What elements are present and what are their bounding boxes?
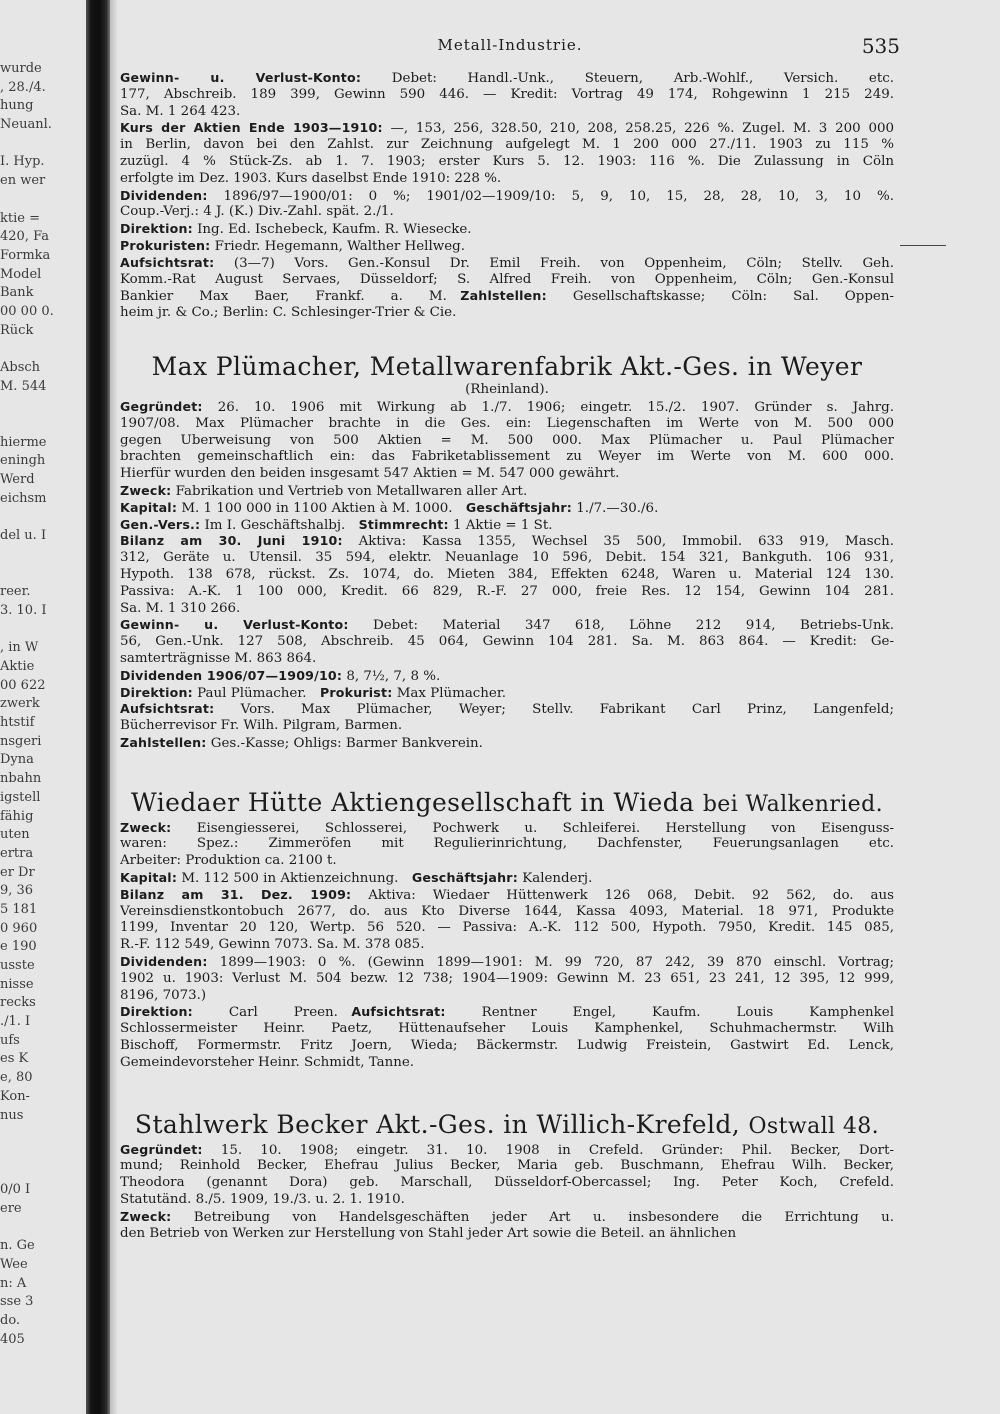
running-title: Metall-Industrie. [437,36,583,54]
field-text: (3—7) Vors. Gen.-Konsul Dr. Emil Freih. von Oppenheim, Cöln; Stellv. Geh. [214,255,894,271]
company-heading-pluemacher: Max Plümacher, Metallwarenfabrik Akt.-Ges. in Weyer [151,351,863,381]
field-text: 312, Geräte u. Utensil. 35 594, elektr. Neuanlage 10 596, Debit. 154 321, Bankguth. 106 931, [120,550,894,566]
margin-fragment: 3. 10. I [0,602,47,618]
margin-fragment: Rück [0,322,34,338]
text-line [120,517,894,534]
field-label: Direktion: [120,1004,193,1020]
field-text: Aktiva: Wiedaer Hüttenwerk 126 068, Debit. 92 562, do. aus [351,887,894,903]
margin-fragment [0,191,88,210]
margin-fragment: 0/0 I [0,1182,31,1198]
field-text: Rentner Engel, Kaufm. Louis Kamphenkel [445,1005,894,1021]
text-line [120,1226,894,1243]
margin-fragment [0,565,88,584]
field-label: Zahlstellen: [120,734,207,750]
text-line [120,870,894,887]
text-line [120,1209,894,1226]
field-label: Direktion: [120,221,193,237]
field-text: heim jr. & Co.; Berlin: C. Schlesinger-Trier & Cie. [120,305,457,321]
field-text: Hypoth. 138 678, rückst. Zs. 1074, do. Mieten 384, Effekten 6248, Waren u. Material 124 130. [120,566,894,582]
text-line [120,1038,894,1055]
margin-fragment: eningh [0,453,46,469]
field-text: Komm.-Rat August Servaes, Düsseldorf; S. Alfred Freih. von Oppenheim, Cöln; Gen.-Konsul [120,271,894,287]
field-text: mund; Reinhold Becker, Ehefrau Julius Becker, Maria geb. Buschmann, Ehefrau Wilh. Becker, [120,1158,894,1174]
margin-fragment: 00 622 [0,677,46,693]
text-line [120,154,894,171]
margin-fragment: 0 960 [0,920,38,936]
margin-fragment: n. Ge [0,1238,35,1254]
margin-fragment: ./1. I [0,1014,31,1030]
margin-fragment: ktie = [0,210,40,226]
field-text: waren: Spez.: Zimmeröfen mit Regulierinrichtung, Dachfenster, Feuerungsanlagen etc. [120,836,894,852]
margin-fragment: sse 3 [0,1294,34,1310]
text-line [120,137,894,154]
field-text: Passiva: A.-K. 1 100 000, Kredit. 66 829, R.-F. 27 000, freie Res. 12 154, Gewinn 104 281. [120,583,894,599]
margin-fragment: , 28./4. [0,79,46,95]
text-line [120,601,894,618]
margin-fragment: fähig [0,808,34,824]
text-line [120,634,894,651]
margin-fragment: es K [0,1051,29,1067]
text-line [120,70,894,87]
text-line [120,685,894,702]
field-label: Geschäftsjahr: [411,870,518,886]
field-text: M. 1 100 000 in 1100 Aktien à M. 1000. [177,500,453,516]
field-label: Gewinn- u. Verlust-Konto: [120,70,362,85]
field-text: Ges.-Kasse; Ohligs: Barmer Bankverein. [206,735,483,751]
entry-becker [120,1142,894,1243]
field-text: Theodora (genannt Dora) geb. Marschall, Düsseldorf-Obercassel; Ing. Peter Koch, Crefeld. [120,1175,894,1191]
field-text: M. 112 500 in Aktienzeichnung. [177,871,399,887]
margin-fragment: 9, 36 [0,883,34,899]
field-text: samterträgnisse M. 863 864. [120,650,317,666]
field-text: Bischoff, Formermstr. Fritz Joern, Wieda; Bäckermstr. Ludwig Freistein, Gastwirt Ed. Lenck, [120,1038,894,1054]
text-line [120,120,894,137]
field-text: Fabrikation und Vertrieb von Metallwaren aller Art. [171,483,528,499]
field-text: 177, Abschreib. 189 399, Gewinn 590 446. — Kredit: Vortrag 49 174, Rohgewinn 1 215 249. [120,86,894,102]
margin-fragment: n: A [0,1275,27,1291]
field-text: Sa. M. 1 264 423. [120,103,241,119]
text-line [120,988,894,1005]
margin-fragment [0,135,88,154]
margin-fragment: 00 00 0. [0,303,54,319]
text-line [120,735,894,752]
field-text: Hierfür wurden den beiden insgesamt 547 Aktien = M. 547 000 gewährt. [120,466,620,482]
field-text: R.-F. 112 549, Gewinn 7073. Sa. M. 378 085. [120,937,425,953]
margin-fragment: er Dr [0,864,35,880]
field-text: 1902 u. 1903: Verlust M. 504 bezw. 12 738; 1904—1909: Gewinn M. 23 651, 23 241, 12 395, 12 999, [120,970,894,986]
margin-fragment: ertra [0,845,34,861]
field-text: Coup.-Verj.: 4 J. (K.) Div.-Zahl. spät. 2./1. [120,204,394,220]
margin-fragment [0,1144,88,1163]
margin-fragment: Formka [0,247,51,263]
field-text: Carl Preen. [192,1005,338,1021]
text-line [120,288,894,305]
text-line [120,1021,894,1038]
field-text: Im I. Geschäftshalbj. [200,517,346,533]
text-line [120,500,894,517]
field-text: Betreibung von Handelsgeschäften jeder Art u. insbesondere die Errichtung u. [171,1209,894,1225]
text-line [120,188,894,205]
margin-fragment: Aktie [0,659,35,674]
margin-fragment: e 190 [0,939,37,955]
text-line [120,255,894,272]
field-text: Gemeindevorsteher Heinr. Schmidt, Tanne. [120,1054,415,1070]
margin-fragment: zwerk [0,696,40,712]
text-line [120,272,894,289]
margin-fragment: Wee [0,1257,28,1272]
field-label: Zahlstellen: [460,288,547,304]
margin-fragment: uten [0,827,30,843]
book-spine-shadow [86,0,110,1414]
margin-fragment [0,1163,88,1182]
field-text: Ing. Ed. Ischebeck, Kaufm. R. Wiesecke. [192,222,472,238]
field-text: Vors. Max Plümacher, Weyer; Stellv. Fabrikant Carl Prinz, Langenfeld; [214,702,894,718]
company-name: Wiedaer Hütte Aktiengesellschaft in Wieda [131,787,695,817]
field-label: Prokurist: [319,684,393,700]
margin-fragment [0,546,88,565]
field-label: Aufsichtsrat: [351,1004,446,1020]
field-label: Aufsichtsrat: [120,701,215,717]
company-heading-becker [120,1110,894,1142]
text-line [120,204,894,221]
text-line [120,617,894,634]
field-text: Aktiva: Kassa 1355, Wechsel 35 500, Immobil. 633 919, Masch. [342,534,894,550]
facing-page-margin [0,60,88,1360]
margin-fragment: htstif [0,715,35,731]
text-line [120,904,894,921]
field-label: Stimmrecht: [358,516,449,532]
text-line [120,718,894,735]
spine-edge [110,0,118,1414]
field-text: —, 153, 256, 328.50, 210, 208, 258.25, 226 %. Zugel. M. 3 200 000 [382,121,894,137]
company-heading-wiedaer [120,788,894,820]
entry-wiedaer [120,820,894,1072]
margin-fragment [0,621,88,640]
field-text: Paul Plümacher. [192,685,307,701]
margin-fragment: e, 80 [0,1070,33,1086]
field-label: Zweck: [120,1208,172,1224]
text-line [120,567,894,584]
field-label: Bilanz am 31. Dez. 1909: [120,886,352,902]
field-text: Vereinsdienstkontobuch 2677, do. aus Kto Diverse 1644, Kassa 4093, Material. 18 971, Produkte [120,903,894,919]
margin-fragment: Werd [0,472,35,488]
margin-fragment: nbahn [0,771,42,787]
text-line [120,651,894,668]
field-text: 1 Aktie = 1 St. [448,517,553,533]
field-text: Bankier Max Baer, Frankf. a. M. [120,289,447,305]
text-line [120,887,894,904]
text-line [120,920,894,937]
margin-fragment: wurde [0,61,42,76]
field-text: gegen Überweisung von 500 Aktien = M. 500 000. Max Plümacher u. Paul Plümacher [120,432,894,448]
field-text: 1899—1903: 0 %. (Gewinn 1899—1901: M. 99 720, 87 242, 39 870 einschl. Vortrag; [207,955,894,971]
field-text: 15. 10. 1908; eingetr. 31. 10. 1908 in Crefeld. Gründer: Phil. Becker, Dort- [202,1142,894,1158]
margin-fragment: , in W [0,640,39,656]
text-line [120,820,894,837]
entry-pluemacher [120,399,894,752]
field-label: Gegründet: [120,1141,203,1157]
text-line [120,483,894,500]
field-label: Zweck: [120,819,172,835]
field-text: Arbeiter: Produktion ca. 2100 t. [120,853,337,869]
margin-fragment: en wer [0,173,46,189]
field-label: Dividenden 1906/07—1909/10: [120,667,343,683]
field-text: in Berlin, davon bei den Zahlst. zur Zeichnung aufgelegt M. 1 200 000 27./11. 1903 zu 115 % [120,137,894,153]
margin-fragment: Bank [0,285,34,301]
field-text: Schlossermeister Heinr. Paetz, Hüttenaufseher Louis Kamphenkel, Schuhmachermstr. Wilh [120,1021,894,1037]
field-text: Debet: Material 347 618, Löhne 212 914, Betriebs-Unk. [348,618,894,634]
field-text: 8, 7½, 7, 8 %. [342,668,441,684]
field-label: Gegründet: [120,398,203,414]
text-line [120,433,894,450]
text-line [120,87,894,104]
text-line [120,971,894,988]
field-text: Bücherrevisor Fr. Wilh. Pilgram, Barmen. [120,718,403,734]
field-text: 1./7.—30./6. [572,500,659,516]
field-label: Kurs der Aktien Ende 1903—1910: [120,120,383,136]
text-line [120,416,894,433]
margin-fragment: hung [0,98,34,114]
field-text: 1896/97—1900/01: 0 %; 1901/02—1909/10: 5, 9, 10, 15, 28, 28, 10, 3, 10 %. [207,188,894,204]
text-column [120,70,894,1242]
text-line [120,1142,894,1159]
margin-fragment: eichsm [0,490,47,506]
margin-fragment: recks [0,995,36,1011]
margin-fragment [0,509,88,528]
field-label: Zweck: [120,482,172,498]
text-line [120,550,894,567]
margin-fragment: Model [0,266,42,282]
field-text: Friedr. Hegemann, Walther Hellweg. [210,238,465,254]
text-line [120,171,894,188]
text-line [120,466,894,483]
margin-fragment: 420, Fa [0,229,49,245]
text-line [120,305,894,322]
field-label: Dividenden: [120,187,208,203]
text-line [120,584,894,601]
page-number: 535 [861,34,900,58]
margin-fragment: del u. I [0,528,47,544]
margin-pencil-mark [900,245,946,246]
text-line [120,221,894,238]
field-label: Gewinn- u. Verlust-Konto: [120,617,349,633]
text-line [120,449,894,466]
margin-fragment: do. [0,1313,21,1329]
field-text: 8196, 7073.) [120,987,207,1003]
field-label: Dividenden: [120,954,208,970]
field-text: 1199, Inventar 20 120, Wertp. 56 520. — Passiva: A.-K. 112 500, Hypoth. 7950, Kredit. 145 085, [120,920,894,936]
field-text: Max Plümacher. [392,685,507,701]
entry-previous-company [120,70,894,322]
field-label: Aufsichtsrat: [120,254,215,270]
text-line [120,104,894,121]
margin-fragment: hierme [0,434,47,450]
field-text: erfolgte im Dez. 1903. Kurs daselbst Ende 1910: 228 %. [120,170,502,186]
margin-fragment [0,415,88,434]
text-line [120,1004,894,1021]
text-line [120,668,894,685]
margin-fragment: Absch [0,360,41,375]
text-line [120,533,894,550]
margin-fragment [0,340,88,359]
text-line [120,701,894,718]
field-text: Statutänd. 8./5. 1909, 19./3. u. 2. 1. 1910. [120,1192,405,1208]
margin-fragment: nsgeri [0,733,42,749]
text-line [120,1175,894,1192]
company-name: Stahlwerk Becker Akt.-Ges. in Willich-Krefeld, [134,1109,741,1139]
text-line [120,1055,894,1072]
field-text: Eisengiesserei, Schlosserei, Pochwerk u. Schleiferei. Herstellung von Eisenguss- [171,820,894,836]
company-location: bei Walkenried. [702,791,883,817]
field-text: 26. 10. 1906 mit Wirkung ab 1./7. 1906; eingetr. 15./2. 1907. Gründer s. Jahrg. [202,399,894,415]
margin-fragment: Dyna [0,752,34,768]
margin-fragment: ufs [0,1032,20,1048]
field-text: brachten gemeinschaftlich ein: das Fabriketablissement zu Weyer im Werte von M. 600 000. [120,449,894,465]
field-text: Gesellschaftskasse; Cöln: Sal. Oppen- [546,289,894,305]
company-location-note: (Rheinland). [465,381,549,397]
margin-fragment: usste [0,958,35,973]
margin-fragment [0,1125,88,1144]
field-label: Prokuristen: [120,237,211,253]
margin-fragment: ere [0,1200,22,1216]
field-text: 56, Gen.-Unk. 127 508, Abschreib. 45 064, Gewinn 104 281. Sa. M. 863 864. — Kredit: Ge- [120,634,894,650]
text-line [120,1158,894,1175]
margin-fragment: reer. [0,584,31,600]
margin-fragment: I. Hyp. [0,154,45,170]
margin-fragment: nisse [0,976,34,992]
field-text: Debet: Handl.-Unk., Steuern, Arb.-Wohlf., Versich. etc. [361,71,894,86]
margin-fragment: M. 544 [0,378,47,394]
field-text: den Betrieb von Werken zur Herstellung von Stahl jeder Art sowie die Beteil. an ähnlichen [120,1225,737,1241]
field-label: Direktion: [120,684,193,700]
text-line [120,937,894,954]
text-line [120,954,894,971]
margin-fragment: igstell [0,789,41,805]
field-label: Bilanz am 30. Juni 1910: [120,533,343,549]
text-line [120,1192,894,1209]
field-label: Geschäftsjahr: [465,499,573,515]
margin-fragment: 405 [0,1331,25,1347]
text-line [120,238,894,255]
field-text: Kalenderj. [517,871,593,887]
margin-fragment: Neuanl. [0,117,52,133]
margin-fragment: 5 181 [0,901,38,917]
field-label: Kapital: [120,870,178,886]
text-line [120,836,894,853]
company-address: Ostwall 48. [748,1113,880,1139]
margin-fragment: Kon- [0,1088,30,1104]
margin-fragment [0,396,88,415]
text-line [120,853,894,870]
field-text: zuzügl. 4 % Stück-Zs. ab 1. 7. 1903; erster Kurs 5. 12. 1903: 116 %. Die Zulassung in Cöln [120,153,894,169]
field-text: 1907/08. Max Plümacher brachte in die Ges. ein: Liegenschaften im Werte von M. 500 000 [120,415,894,431]
margin-fragment [0,1219,88,1238]
field-label: Gen.-Vers.: [120,516,201,532]
field-text: Sa. M. 1 310 266. [120,600,241,616]
margin-fragment: nus [0,1107,24,1123]
text-line [120,399,894,416]
field-label: Kapital: [120,499,178,515]
running-header [120,36,900,58]
